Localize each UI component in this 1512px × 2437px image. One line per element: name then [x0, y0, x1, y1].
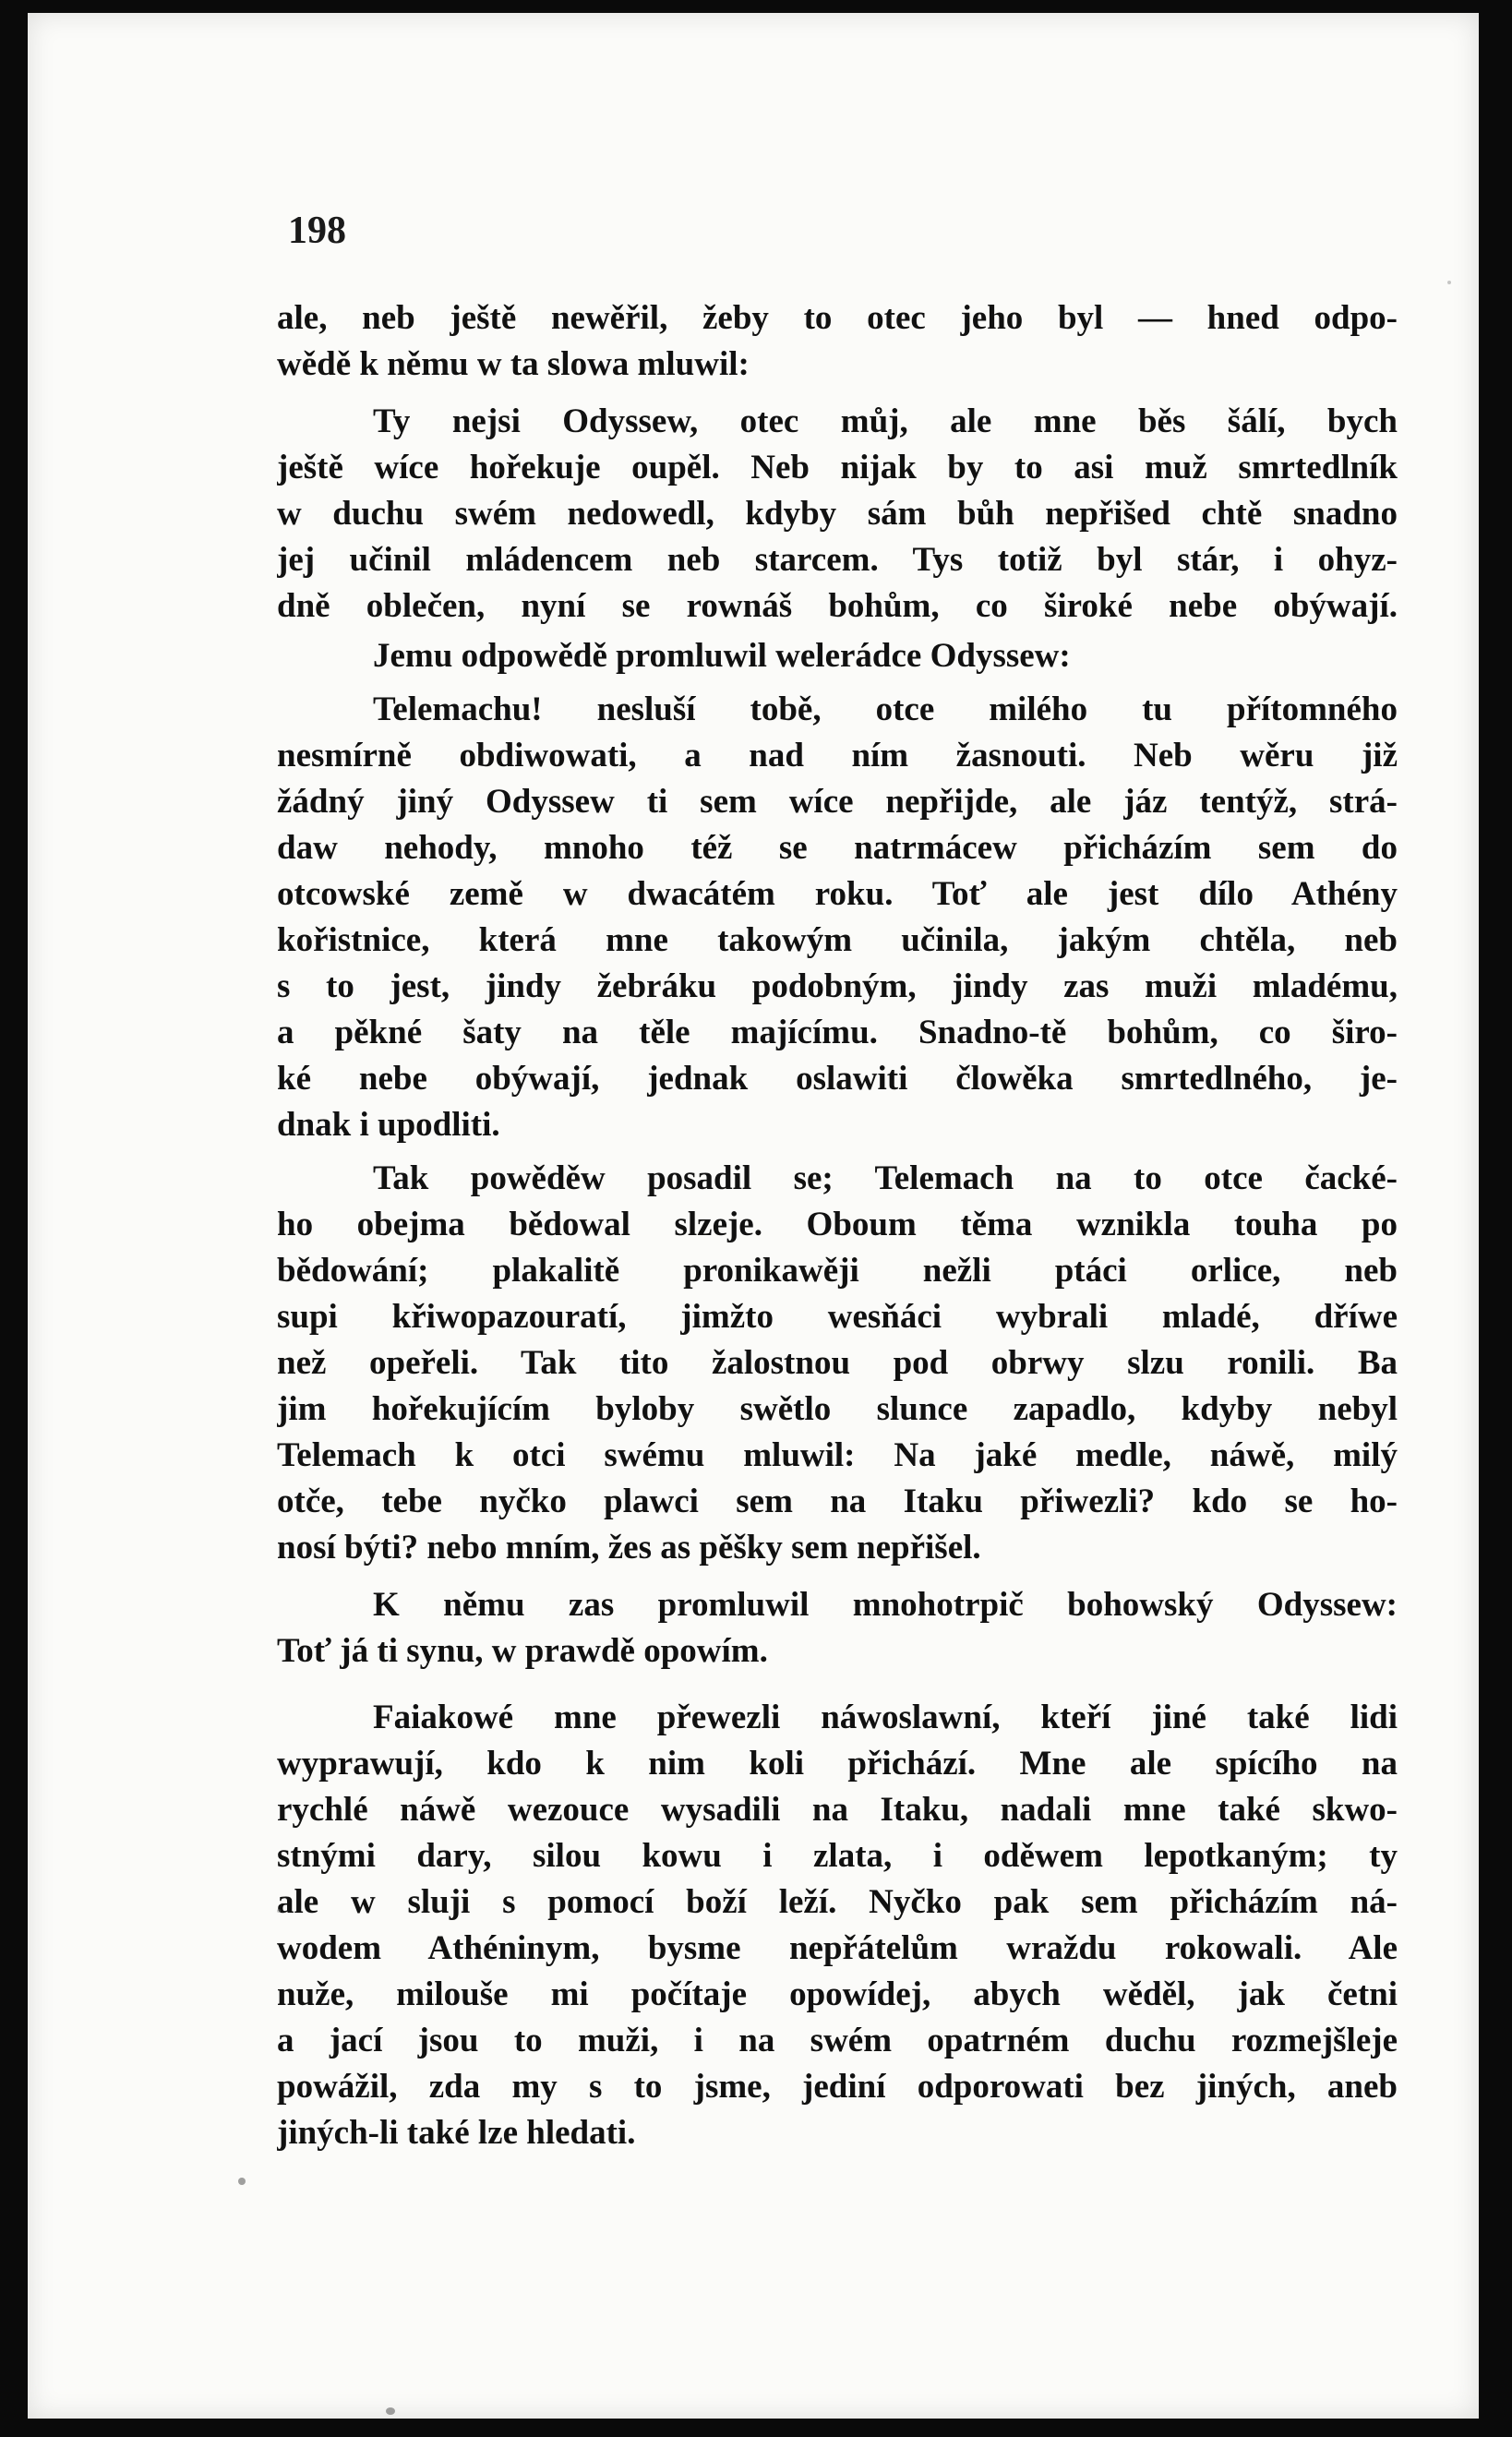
- book-page: [28, 13, 1479, 2419]
- text-line: kořistnice, která mne takowým učinila, jakým chtěla, neb: [277, 921, 1398, 959]
- text-line: Telemachu! nesluší tobě, otce milého tu přítomného: [373, 690, 1398, 728]
- text-line: jej učinil mládencem neb starcem. Tys totiž byl stár, i ohyz-: [277, 541, 1398, 579]
- text-line: a jací jsou to muži, i na swém opatrném duchu rozmejšleje: [277, 2022, 1398, 2059]
- scan-speck: [386, 2407, 395, 2415]
- text-line: než opeřeli. Tak tito žalostnou pod obrwy slzu ronili. Ba: [277, 1344, 1398, 1382]
- text-line: Ty nejsi Odyssew, otec můj, ale mne běs šálí, bych: [373, 402, 1398, 440]
- text-line: Telemach k otci swému mluwil: Na jaké medle, náwě, milý: [277, 1436, 1398, 1474]
- text-line: rychlé náwě wezouce wysadili na Itaku, nadali mne také skwo-: [277, 1791, 1398, 1829]
- text-line: a pěkné šaty na těle majícímu. Snadno-tě bohům, co širo-: [277, 1014, 1398, 1051]
- text-line: dnak i upodliti.: [277, 1106, 500, 1144]
- text-line: stnými dary, silou kowu i zlata, i oděwem lepotkaným; ty: [277, 1837, 1398, 1875]
- text-line: jim hořekujícím byloby swětlo slunce zapadlo, kdyby nebyl: [277, 1390, 1398, 1428]
- text-line: ale w sluji s pomocí boží leží. Nyčko pak sem přicházím ná-: [277, 1883, 1398, 1921]
- text-line: ké nebe obýwají, jednak oslawiti člowěka smrtedlného, je-: [277, 1060, 1398, 1098]
- scan-speck: [1447, 281, 1451, 284]
- text-line: K němu zas promluwil mnohotrpič bohowský Odyssew:: [373, 1586, 1398, 1624]
- text-line: nesmírně obdiwowati, a nad ním žasnouti. Neb wěru již: [277, 737, 1398, 774]
- scan-speck: [277, 1909, 281, 1913]
- text-line: bědowání; plakalitě pronikawěji nežli ptáci orlice, neb: [277, 1252, 1398, 1290]
- text-line: ho obejma bědowal slzeje. Oboum těma wznikla touha po: [277, 1206, 1398, 1243]
- text-line: jiných-li také lze hledati.: [277, 2114, 636, 2152]
- text-line: s to jest, jindy žebráku podobným, jindy zas muži mladému,: [277, 967, 1398, 1005]
- text-line: supi křiwopazouratí, jimžto wesňáci wybrali mladé, dříwe: [277, 1298, 1398, 1336]
- text-line: žádný jiný Odyssew ti sem wíce nepřijde, ale jáz tentýž, strá-: [277, 783, 1398, 821]
- text-line: nuže, milouše mi počítaje opowídej, abych wěděl, jak četni: [277, 1975, 1398, 2013]
- text-line: Jemu odpowědě promluwil welerádce Odyssew:: [373, 637, 1071, 675]
- text-line: powážil, zda my s to jsme, jediní odporowati bez jiných, aneb: [277, 2068, 1398, 2106]
- text-line: wyprawují, kdo k nim koli přichází. Mne ale spícího na: [277, 1745, 1398, 1783]
- text-line: Faiakowé mne přewezli náwoslawní, kteří jiné také lidi: [373, 1699, 1398, 1736]
- text-line: Toť já ti synu, w prawdě opowím.: [277, 1632, 768, 1670]
- text-line: otče, tebe nyčko plawci sem na Itaku přiwezli? kdo se ho-: [277, 1483, 1398, 1520]
- page-number: 198: [288, 210, 346, 252]
- text-line: daw nehody, mnoho též se natrmácew přicházím sem do: [277, 829, 1398, 867]
- text-line: ale, neb ještě newěřil, žeby to otec jeho byl — hned odpo-: [277, 299, 1398, 337]
- text-line: Tak powěděw posadil se; Telemach na to otce čacké-: [373, 1159, 1398, 1197]
- text-line: w duchu swém nedowedl, kdyby sám bůh nepřišed chtě snadno: [277, 495, 1398, 533]
- text-line: wědě k němu w ta slowa mluwil:: [277, 345, 750, 383]
- text-line: wodem Athéninym, bysme nepřátelům wraždu rokowali. Ale: [277, 1929, 1398, 1967]
- text-line: otcowské země w dwacátém roku. Toť ale jest dílo Athény: [277, 875, 1398, 913]
- text-line: ještě wíce hořekuje oupěl. Neb nijak by to asi muž smrtedlník: [277, 449, 1398, 486]
- scan-speck: [238, 2178, 246, 2185]
- text-line: dně oblečen, nyní se rownáš bohům, co široké nebe obýwají.: [277, 587, 1398, 625]
- text-line: nosí býti? nebo mním, žes as pěšky sem nepřišel.: [277, 1529, 981, 1567]
